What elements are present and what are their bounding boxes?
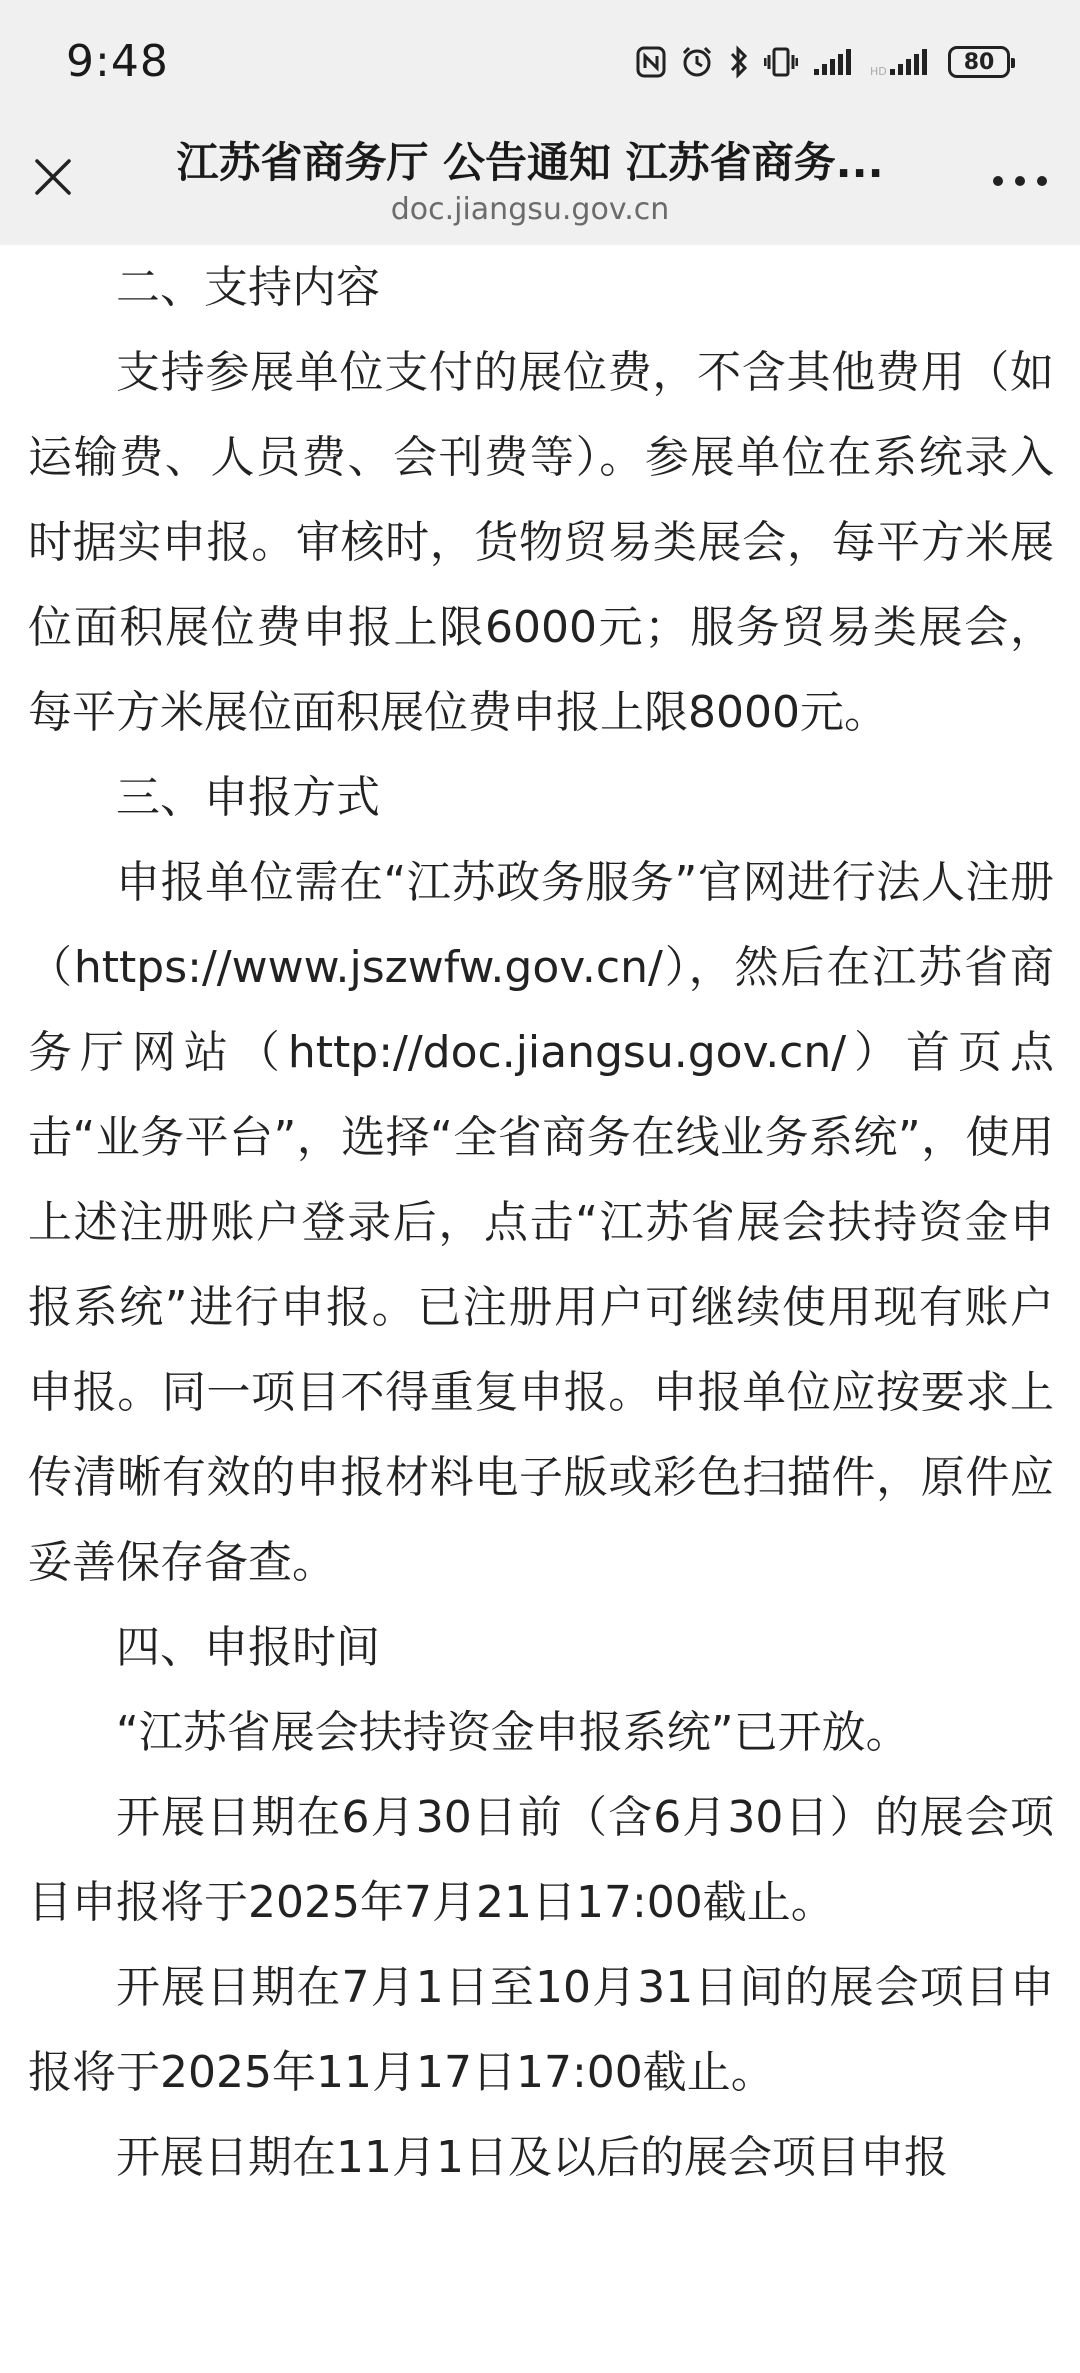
signal-icon [812,47,856,77]
svg-text:HD: HD [870,65,887,77]
paragraph: 开展日期在7月1日至10月31日间的展会项目申报将于2025年11月17日17:00截止。 [28,1962,1054,2098]
status-icons [636,44,1010,80]
status-bar [0,0,1080,120]
browser-header [0,120,1080,245]
nfc-icon [636,46,666,78]
close-button[interactable] [28,152,78,202]
article-body [28,245,1054,2200]
paragraph: “江苏省展会扶持资金申报系统”已开放。 [116,1707,910,1758]
paragraph: 申报单位需在“江苏政务服务”官网进行法人注册（https://www.jszwfw.gov.cn/），然后在江苏省商务厅网站（http://doc.jiangsu.gov.cn/）首页点击“业务平台”，选择“全省商务在线业务系统”，使用上述注册账户登录后，点击“江苏省展会扶持资金申报系统”进行申报。已注册用户可继续使用现有账户申报。同一项目不得重复申报。申报单位应按要求上传清晰有效的申报材料电子版或彩色扫描件，原件应妥善保存备查。 [28,857,1054,1588]
more-icon [992,175,1048,187]
paragraph: 支持参展单位支付的展位费，不含其他费用（如运输费、人员费、会刊费等）。参展单位在系统录入时据实申报。审核时，货物贸易类展会，每平方米展位面积展位费申报上限6000元；服务贸易类展会，每平方米展位面积展位费申报上限8000元。 [28,347,1054,738]
more-options-button[interactable] [990,156,1050,206]
battery-icon: 80 [948,46,1010,78]
status-time: 9:48 [66,36,169,87]
signal-icon-2 [870,47,934,77]
page-title: 江苏省商务厅 公告通知 江苏省商务... [176,138,884,187]
section-heading: 三、申报方式 [116,772,380,823]
close-icon [33,157,73,197]
paragraph: 开展日期在6月30日前（含6月30日）的展会项目申报将于2025年7月21日17:00截止。 [28,1792,1054,1928]
section-heading: 二、支持内容 [116,262,380,313]
page-url[interactable]: doc.jiangsu.gov.cn [390,192,670,227]
section-heading: 四、申报时间 [116,1622,380,1673]
bluetooth-icon [728,45,750,79]
alarm-icon [680,45,714,79]
vibrate-icon [764,46,798,78]
paragraph: 开展日期在11月1日及以后的展会项目申报 [116,2132,948,2183]
